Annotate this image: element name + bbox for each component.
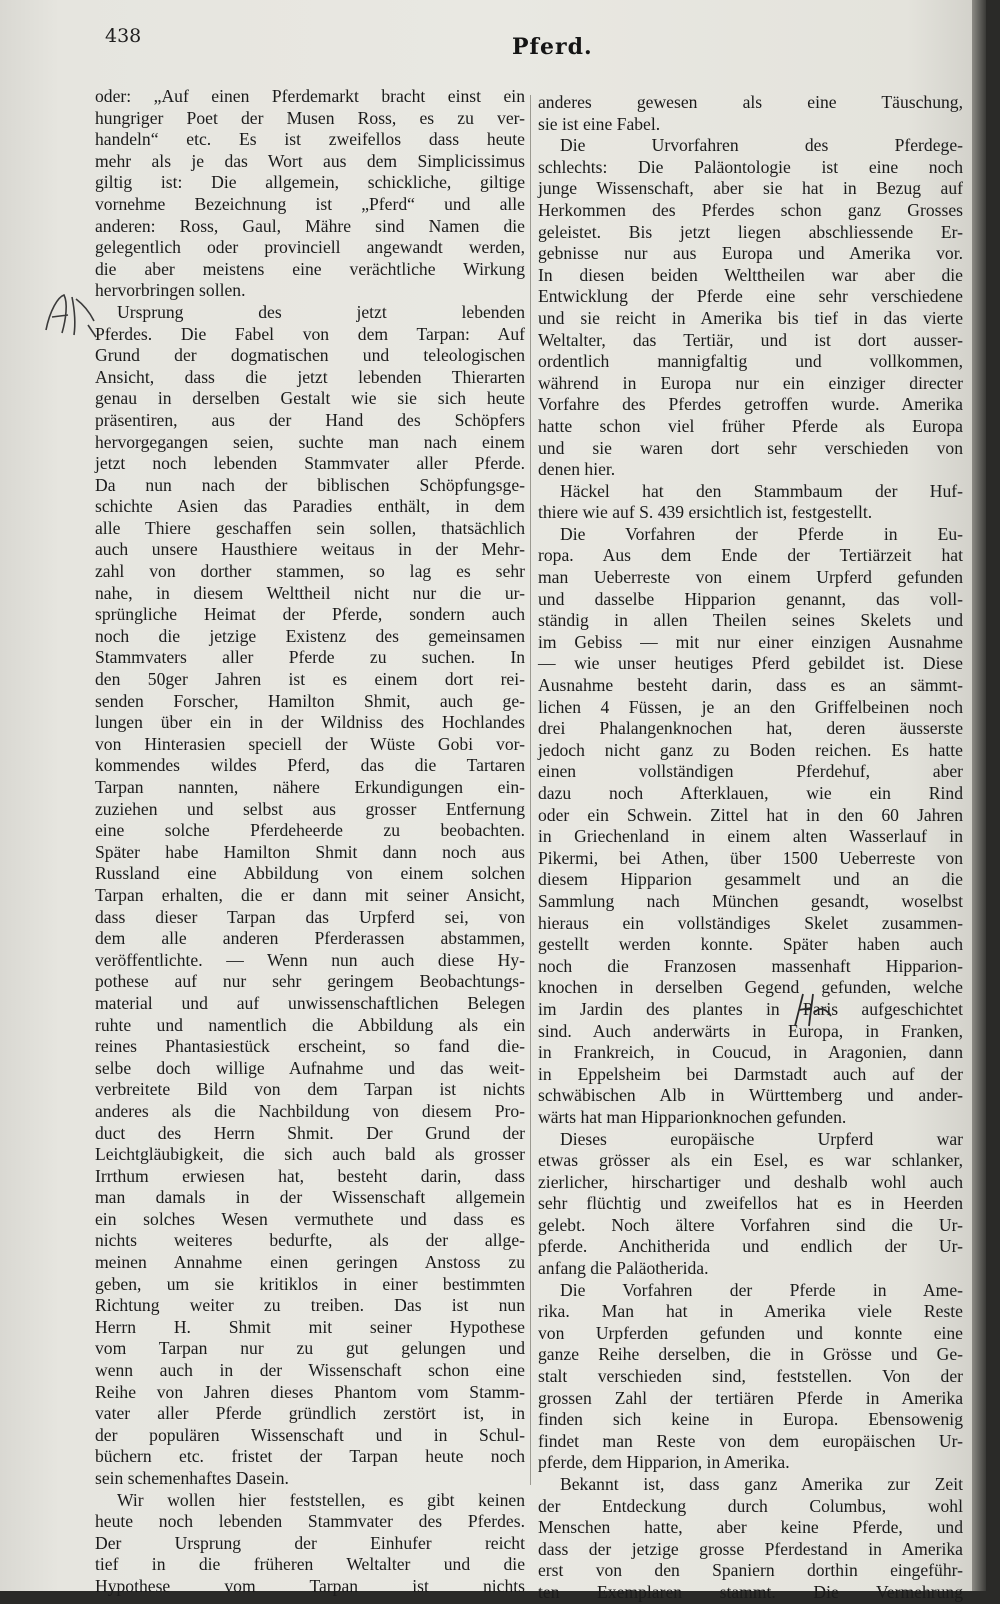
text-line: Ansicht, dass die jetzt lebenden Thierarten bbox=[95, 366, 525, 387]
text-line: zierlicher, hirschartiger und deshalb wohl auch bbox=[538, 1171, 963, 1192]
text-line: — wie unser heutiges Pferd gebildet ist. Diese bbox=[538, 653, 963, 674]
text-line: selbe doch willige Aufnahme und das weit- bbox=[95, 1057, 525, 1078]
text-line: Pikermi, bei Athen, über 1500 Ueberreste von bbox=[538, 847, 963, 868]
text-line: Weltalter, das Tertiär, und ist dort ausser- bbox=[538, 329, 963, 350]
text-line: wenn auch in der Wissenschaft schon eine bbox=[95, 1360, 525, 1381]
text-line: material und auf unwissenschaftlichen Belegen bbox=[95, 992, 525, 1013]
text-line: ein solches Wesen vermuthete und dass es bbox=[95, 1208, 525, 1229]
text-line: Herrn H. Shmit mit seiner Hypothese bbox=[95, 1316, 525, 1337]
text-line: Häckel hat den Stammbaum der Huf- bbox=[560, 480, 963, 501]
text-line: im Gebiss — mit nur einer einzigen Ausnahme bbox=[538, 631, 963, 652]
text-line: junge Wissenschaft, aber sie hat in Bezug auf bbox=[538, 178, 963, 199]
text-line: gelegentlich oder provinciell angewandt werden, bbox=[95, 237, 525, 258]
text-line: knochen in derselben Gegend gefunden, welche bbox=[538, 977, 963, 998]
text-line: die aber meistens eine verächtliche Wirkung bbox=[95, 258, 525, 279]
text-line: vom Tarpan nur zu gut gelungen und bbox=[95, 1338, 525, 1359]
text-line: Hypothese vom Tarpan ist nichts bbox=[95, 1575, 525, 1596]
text-line: nahe, in diesem Welttheil nicht nur die ur- bbox=[95, 582, 525, 603]
text-line: grossen Zahl der tertiären Pferde in Amerika bbox=[538, 1387, 963, 1408]
text-line: ganze Reihe derselben, die in Grösse und Ge- bbox=[538, 1344, 963, 1365]
text-line: vornehme Bezeichnung ist „Pferd“ und alle bbox=[95, 193, 525, 214]
text-line: hatte schon viel früher Pferde als Europa bbox=[538, 415, 963, 436]
text-line: dass dieser Tarpan das Urpferd sei, von bbox=[95, 906, 525, 927]
text-line: lungen über ein in der Wildniss des Hochlandes bbox=[95, 712, 525, 733]
text-line: mehr als je das Wort aus dem Simplicissimus bbox=[95, 150, 525, 171]
text-line: anderes gewesen als eine Täuschung, bbox=[538, 92, 963, 112]
text-line: Menschen hatte, aber keine Pferde, und bbox=[538, 1517, 963, 1538]
text-line: jedoch nicht ganz zu Boden reichen. Es hatte bbox=[538, 739, 963, 760]
text-line: etwas grösser als ein Esel, es war schlanker, bbox=[538, 1150, 963, 1171]
text-line: Ausnahme besteht darin, dass es an sämmt- bbox=[538, 675, 963, 696]
text-line: der populären Wissenschaft und in Schul- bbox=[95, 1424, 525, 1445]
page-edge-shadow bbox=[972, 0, 986, 1591]
text-line: und dasselbe Hipparion genannt, das voll- bbox=[538, 588, 963, 609]
text-line: Leichtgläubigkeit, die sich auch bald als grosser bbox=[95, 1144, 525, 1165]
text-line: drei Phalangenknochen hat, deren äusserste bbox=[538, 718, 963, 739]
text-line: den 50ger Jahren ist es einem dort rei- bbox=[95, 669, 525, 690]
text-line: Entwicklung der Pferde eine sehr verschiedene bbox=[538, 286, 963, 307]
text-line: senden Forscher, Hamilton Shmit, auch ge- bbox=[95, 690, 525, 711]
handwritten-pen-mark bbox=[785, 990, 835, 1030]
text-line: nichts weiteres bedurfte, als der allge- bbox=[95, 1230, 525, 1251]
text-line: büchern etc. fristet der Tarpan heute noch bbox=[95, 1446, 525, 1467]
text-line: geleistet. Bis jetzt liegen abschliessende Er- bbox=[538, 221, 963, 242]
text-line: Reihe von Jahren dieses Phantom vom Stamm- bbox=[95, 1381, 525, 1402]
text-line: Dieses europäische Urpferd war bbox=[560, 1128, 963, 1149]
text-line: Irrthum erwiesen hat, besteht darin, dass bbox=[95, 1165, 525, 1186]
text-line: sehr flüchtig und zweifellos hat es in Heerden bbox=[538, 1193, 963, 1214]
text-line: Stammvaters aller Pferde zu suchen. In bbox=[95, 647, 525, 668]
text-line: ten Exemplaren stammt. Die Vermehrung bbox=[538, 1581, 963, 1602]
text-line: im Jardin des plantes in Paris aufgeschichtet bbox=[538, 998, 963, 1019]
text-line: ruhte und namentlich die Abbildung als ein bbox=[95, 1014, 525, 1035]
text-line: Russland eine Abbildung von einem solchen bbox=[95, 863, 525, 884]
text-line: ropa. Aus dem Ende der Tertiärzeit hat bbox=[538, 545, 963, 566]
text-line: duct des Herrn Shmit. Der Grund der bbox=[95, 1122, 525, 1143]
text-line: geben, um sie kritiklos in einer bestimmten bbox=[95, 1273, 525, 1294]
running-header-title: Pferd. bbox=[512, 34, 593, 60]
text-line: dem alle anderen Pferderassen abstammen, bbox=[95, 928, 525, 949]
text-line: In diesen beiden Welttheilen war aber die bbox=[538, 264, 963, 285]
text-line: auch unsere Hausthiere weitaus in der Mehr- bbox=[95, 539, 525, 560]
text-line: heute noch lebenden Stammvater des Pferdes. bbox=[95, 1511, 525, 1532]
text-line: pothese auf nur sehr geringem Beobachtungs- bbox=[95, 971, 525, 992]
text-line: noch die Franzosen massenhaft Hipparion- bbox=[538, 955, 963, 976]
text-line: oder: „Auf einen Pferdemarkt bracht einst ein bbox=[95, 86, 525, 106]
handwritten-margin-mark bbox=[38, 285, 98, 345]
text-line: zahl von dorther stammen, so lag es sehr bbox=[95, 561, 525, 582]
text-line: stalt verschieden sind, feststellen. Von der bbox=[538, 1366, 963, 1387]
text-line: hervorgegangen seien, suchte man nach einem bbox=[95, 431, 525, 452]
text-line: dass der jetzige grosse Pferdestand in Amerika bbox=[538, 1538, 963, 1559]
text-line: vater aller Pferde gründlich zerstört ist, in bbox=[95, 1403, 525, 1424]
text-line: alle Thiere geschaffen sein sollen, thatsächlich bbox=[95, 517, 525, 538]
page-number: 438 bbox=[105, 25, 142, 47]
text-line: gelebt. Noch ältere Vorfahren sind die Ur- bbox=[538, 1214, 963, 1235]
text-line: Sammlung nach München gesandt, woselbst bbox=[538, 890, 963, 911]
text-line: jetzt noch lebenden Stammvater aller Pferde. bbox=[95, 453, 525, 474]
text-line: pferde. Anchitherida und endlich der Ur- bbox=[538, 1236, 963, 1257]
text-line: sein schemenhaftes Dasein. bbox=[95, 1468, 289, 1488]
text-line: Richtung weiter zu treiben. Das ist nun bbox=[95, 1295, 525, 1316]
text-line: erst von den Spaniern dorthin eingeführ- bbox=[538, 1560, 963, 1581]
text-line: diesem Hipparion gesammelt und an die bbox=[538, 869, 963, 890]
text-line: anderen: Ross, Gaul, Mähre sind Namen die bbox=[95, 215, 525, 236]
text-line: ständig in allen Theilen seines Skelets und bbox=[538, 610, 963, 631]
text-line: ordentlich mannigfaltig und vollkommen, bbox=[538, 351, 963, 372]
text-line: Die Vorfahren der Pferde in Eu- bbox=[560, 523, 963, 544]
left-text-column bbox=[95, 86, 525, 1598]
text-line: Später habe Hamilton Shmit dann noch aus bbox=[95, 841, 525, 862]
text-line: während in Europa nur ein einziger directer bbox=[538, 372, 963, 393]
text-line: verbreitete Bild von dem Tarpan ist nichts bbox=[95, 1079, 525, 1100]
text-line: oder ein Schwein. Zittel hat in den 60 Jahren bbox=[538, 804, 963, 825]
text-line: Da nun nach der biblischen Schöpfungsge- bbox=[95, 474, 525, 495]
text-line: anfang die Paläotherida. bbox=[538, 1258, 709, 1279]
text-line: Vorfahre des Pferdes getroffen wurde. Amerika bbox=[538, 394, 963, 415]
text-line: Grund der dogmatischen und teleologischen bbox=[95, 345, 525, 366]
text-line: Pferdes. Die Fabel von dem Tarpan: Auf bbox=[95, 323, 525, 344]
text-line: kommendes wildes Pferd, das die Tartaren bbox=[95, 755, 525, 776]
text-line: handeln“ etc. Es ist zweifellos dass heute bbox=[95, 129, 525, 150]
text-line: von Urpferden gefunden und konnte eine bbox=[538, 1322, 963, 1343]
text-line: hervorbringen sollen. bbox=[95, 280, 246, 301]
text-line: gebnisse nur aus Europa und Amerika vor. bbox=[538, 243, 963, 264]
text-line: Tarpan nannten, nähere Erkundigungen ein- bbox=[95, 777, 525, 797]
text-line: der Entdeckung durch Columbus, wohl bbox=[538, 1495, 963, 1516]
text-line: Wir wollen hier feststellen, es gibt keinen bbox=[117, 1489, 525, 1510]
text-line: Bekannt ist, dass ganz Amerika zur Zeit bbox=[560, 1474, 963, 1494]
text-line: anderes als die Nachbildung von diesem Pro- bbox=[95, 1100, 525, 1121]
text-line: finden sich keine in Europa. Ebensowenig bbox=[538, 1409, 963, 1430]
text-line: in Griechenland in einem alten Wasserlauf in bbox=[538, 826, 963, 847]
text-line: und sie reicht in Amerika bis tief in das vierte bbox=[538, 307, 963, 328]
text-line: gestellt werden konnte. Später haben auch bbox=[538, 934, 963, 955]
text-line: Herkommen des Pferdes schon ganz Grosses bbox=[538, 199, 963, 220]
text-line: meinen Annahme einen geringen Anstoss zu bbox=[95, 1252, 525, 1273]
text-line: reines Phantasiestück erscheint, so fand die- bbox=[95, 1036, 525, 1057]
text-line: schichte Asien das Paradies enthält, in dem bbox=[95, 496, 525, 517]
text-line: man Ueberreste von einem Urpferd gefunden bbox=[538, 567, 963, 588]
text-line: und sie waren dort sehr verschieden von bbox=[538, 437, 963, 458]
text-line: genau in derselben Gestalt wie sie sich heute bbox=[95, 388, 525, 409]
text-line: tief in die früheren Weltalter und die bbox=[95, 1554, 525, 1575]
text-line: präsentiren, aus der Hand des Schöpfers bbox=[95, 409, 525, 430]
text-line: Die Vorfahren der Pferde in Ame- bbox=[560, 1279, 963, 1300]
text-line: man damals in der Wissenschaft allgemein bbox=[95, 1187, 525, 1208]
text-line: zuziehen und selbst aus grosser Entfernung bbox=[95, 798, 525, 819]
text-line: pferde, dem Hipparion, in Amerika. bbox=[538, 1452, 790, 1473]
text-line: Die Urvorfahren des Pferdege- bbox=[560, 135, 963, 156]
text-line: eine solche Pferdeheerde zu beobachten. bbox=[95, 820, 525, 841]
text-line: schwäbischen Alb in Württemberg und ander- bbox=[538, 1085, 963, 1106]
text-line: sind. Auch anderwärts in Europa, in Franken, bbox=[538, 1020, 963, 1041]
text-line: in Frankreich, in Coucud, in Aragonien, dann bbox=[538, 1042, 963, 1063]
text-line: wärts hat man Hipparionknochen gefunden. bbox=[538, 1106, 847, 1127]
text-line: noch die jetzige Existenz des gemeinsamen bbox=[95, 625, 525, 646]
text-line: schlechts: Die Paläontologie ist eine noch bbox=[538, 156, 963, 177]
text-line: von Hinterasien speciell der Wüste Gobi vor- bbox=[95, 733, 525, 754]
text-line: Ursprung des jetzt lebenden bbox=[117, 301, 525, 322]
text-line: findet man Reste von dem europäischen Ur- bbox=[538, 1430, 963, 1451]
text-line: dazu noch Afterklauen, wie ein Rind bbox=[538, 783, 963, 803]
text-line: sprüngliche Heimat der Pferde, sondern auch bbox=[95, 604, 525, 625]
text-line: Der Ursprung der Einhufer reicht bbox=[95, 1532, 525, 1553]
text-line: in Eppelsheim bei Darmstadt auch auf der bbox=[538, 1063, 963, 1084]
text-line: veröffentlichte. — Wenn nun auch diese Hy- bbox=[95, 949, 525, 970]
text-line: rika. Man hat in Amerika viele Reste bbox=[538, 1301, 963, 1322]
text-line: Tarpan erhalten, die er dann mit seiner Ansicht, bbox=[95, 884, 525, 905]
text-line: hieraus ein vollständiges Skelet zusammen- bbox=[538, 912, 963, 933]
right-text-column bbox=[538, 92, 963, 1604]
text-line: giltig ist: Die allgemein, schickliche, giltige bbox=[95, 172, 525, 193]
text-line: lichen 4 Füssen, je an den Griffelbeinen noch bbox=[538, 696, 963, 717]
text-line: sie ist eine Fabel. bbox=[538, 113, 661, 134]
text-line: hungriger Poet der Musen Ross, es zu ver- bbox=[95, 107, 525, 128]
text-line: thiere wie auf S. 439 ersichtlich ist, festgestellt. bbox=[538, 502, 873, 523]
text-line: denen hier. bbox=[538, 459, 616, 480]
column-divider bbox=[530, 95, 531, 1485]
text-line: einen vollständigen Pferdehuf, aber bbox=[538, 761, 963, 782]
